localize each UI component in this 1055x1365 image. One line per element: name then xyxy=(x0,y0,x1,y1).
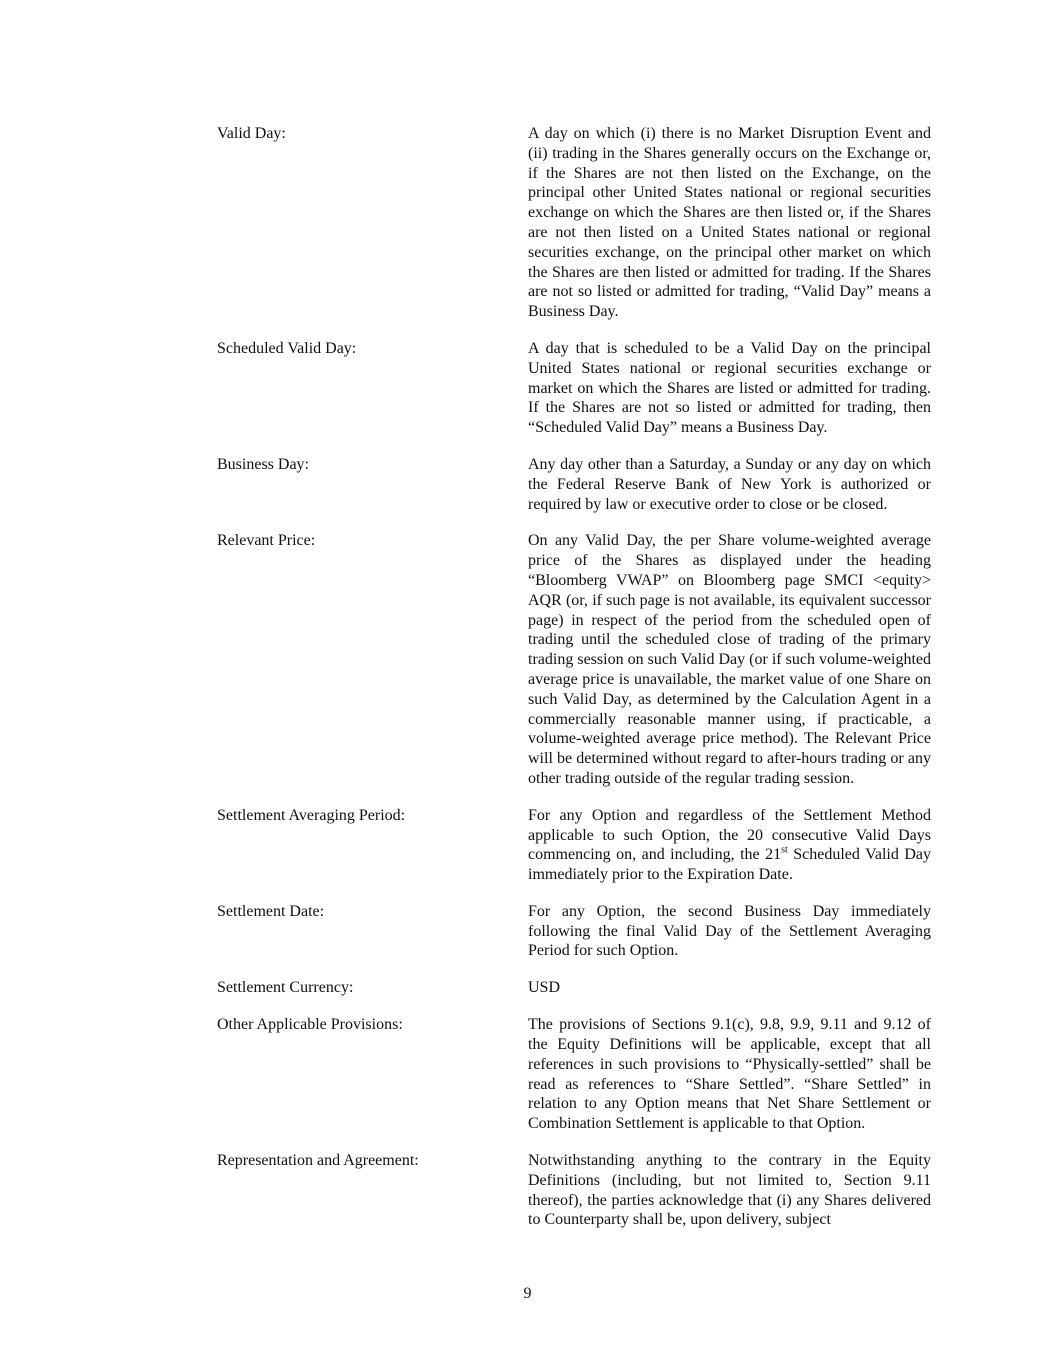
term-label: Scheduled Valid Day: xyxy=(217,339,357,357)
term-definition: For any Option, the second Business Day immediately following the final Valid Day of the Settlement Averaging Period for such Option. xyxy=(528,902,931,960)
document-body xyxy=(217,124,932,1247)
term-label: Valid Day: xyxy=(217,125,286,142)
term-definition xyxy=(528,806,931,885)
term-label: Other Applicable Provisions: xyxy=(217,1016,403,1034)
term-label: Representation and Agreement: xyxy=(217,1152,419,1170)
ordinal-superscript: st xyxy=(781,844,788,856)
term-definition: A day on which (i) there is no Market Disruption Event and (ii) trading in the Shares generally occurs on the Exchange or, if the Shares are not then listed on the Exchange, on the principal other United States national or regional securities exchange on which the Shares are then listed or, if the Shares are not then listed on a United States national or regional securities exchange, on the principal other market on which the Shares are then listed or admitted for trading. If the Shares are not so listed or admitted for trading, “Valid Day” means a Business Day. xyxy=(528,125,931,321)
page-number: 9 xyxy=(523,1285,532,1302)
term-row-settlement-date xyxy=(217,902,932,961)
term-label: Settlement Date: xyxy=(217,902,325,920)
term-row-settlement-currency xyxy=(217,978,932,998)
term-label: Relevant Price: xyxy=(217,532,316,550)
term-definition: On any Valid Day, the per Share volume-weighted average price of the Shares as displayed under the heading “Bloomberg VWAP” on Bloomberg page SMCI <equity> AQR (or, if such page is not available, its equivalent successor page) in respect of the period from the scheduled open of trading until the scheduled close of trading of the primary trading session on such Valid Day (or if such volume-weighted average price is unavailable, the market value of one Share on such Valid Day, as determined by the Calculation Agent in a commercially reasonable manner using, if practicable, a volume-weighted average price method). The Relevant Price will be determined without regard to after-hours trading or any other trading outside of the regular trading session. xyxy=(528,532,931,787)
term-row-other-applicable-provisions xyxy=(217,1015,932,1134)
term-definition: USD xyxy=(528,979,561,997)
definition-text-before: For any Option and regardless of the Settlement Method applicable to such Option, the 20 consecutive Valid Days commencing on, and including, the 21 xyxy=(528,806,931,864)
term-definition: The provisions of Sections 9.1(c), 9.8, 9.9, 9.11 and 9.12 of the Equity Definitions will be applicable, except that all references in such provisions to “Physically-settled” shall be read as references to “Share Settled”. “Share Settled” in relation to any Option means that Net Share Settlement or Combination Settlement is applicable to that Option. xyxy=(528,1016,931,1133)
term-definition: Notwithstanding anything to the contrary in the Equity Definitions (including, but not limited to, Section 9.11 thereof), the parties acknowledge that (i) any Shares delivered to Counterparty shall be, upon delivery, subject xyxy=(528,1152,931,1229)
term-row-representation-and-agreement xyxy=(217,1151,932,1230)
definition-text-after: Scheduled Valid Day immediately prior to the Expiration Date. xyxy=(528,846,931,884)
term-definition: Any day other than a Saturday, a Sunday or any day on which the Federal Reserve Bank of New York is authorized or required by law or executive order to close or be closed. xyxy=(528,455,931,513)
term-label: Business Day: xyxy=(217,455,309,473)
term-row-relevant-price xyxy=(217,531,932,788)
term-row-business-day xyxy=(217,455,932,514)
term-label: Settlement Currency: xyxy=(217,979,354,997)
term-row-valid-day xyxy=(217,124,932,322)
term-definition: A day that is scheduled to be a Valid Day on the principal United States national or regional securities exchange or market on which the Shares are listed or admitted for trading. If the Shares are not so listed or admitted for trading, then “Scheduled Valid Day” means a Business Day. xyxy=(528,339,931,437)
term-label: Settlement Averaging Period: xyxy=(217,806,406,824)
term-row-settlement-averaging-period xyxy=(217,806,932,885)
term-row-scheduled-valid-day xyxy=(217,339,932,438)
